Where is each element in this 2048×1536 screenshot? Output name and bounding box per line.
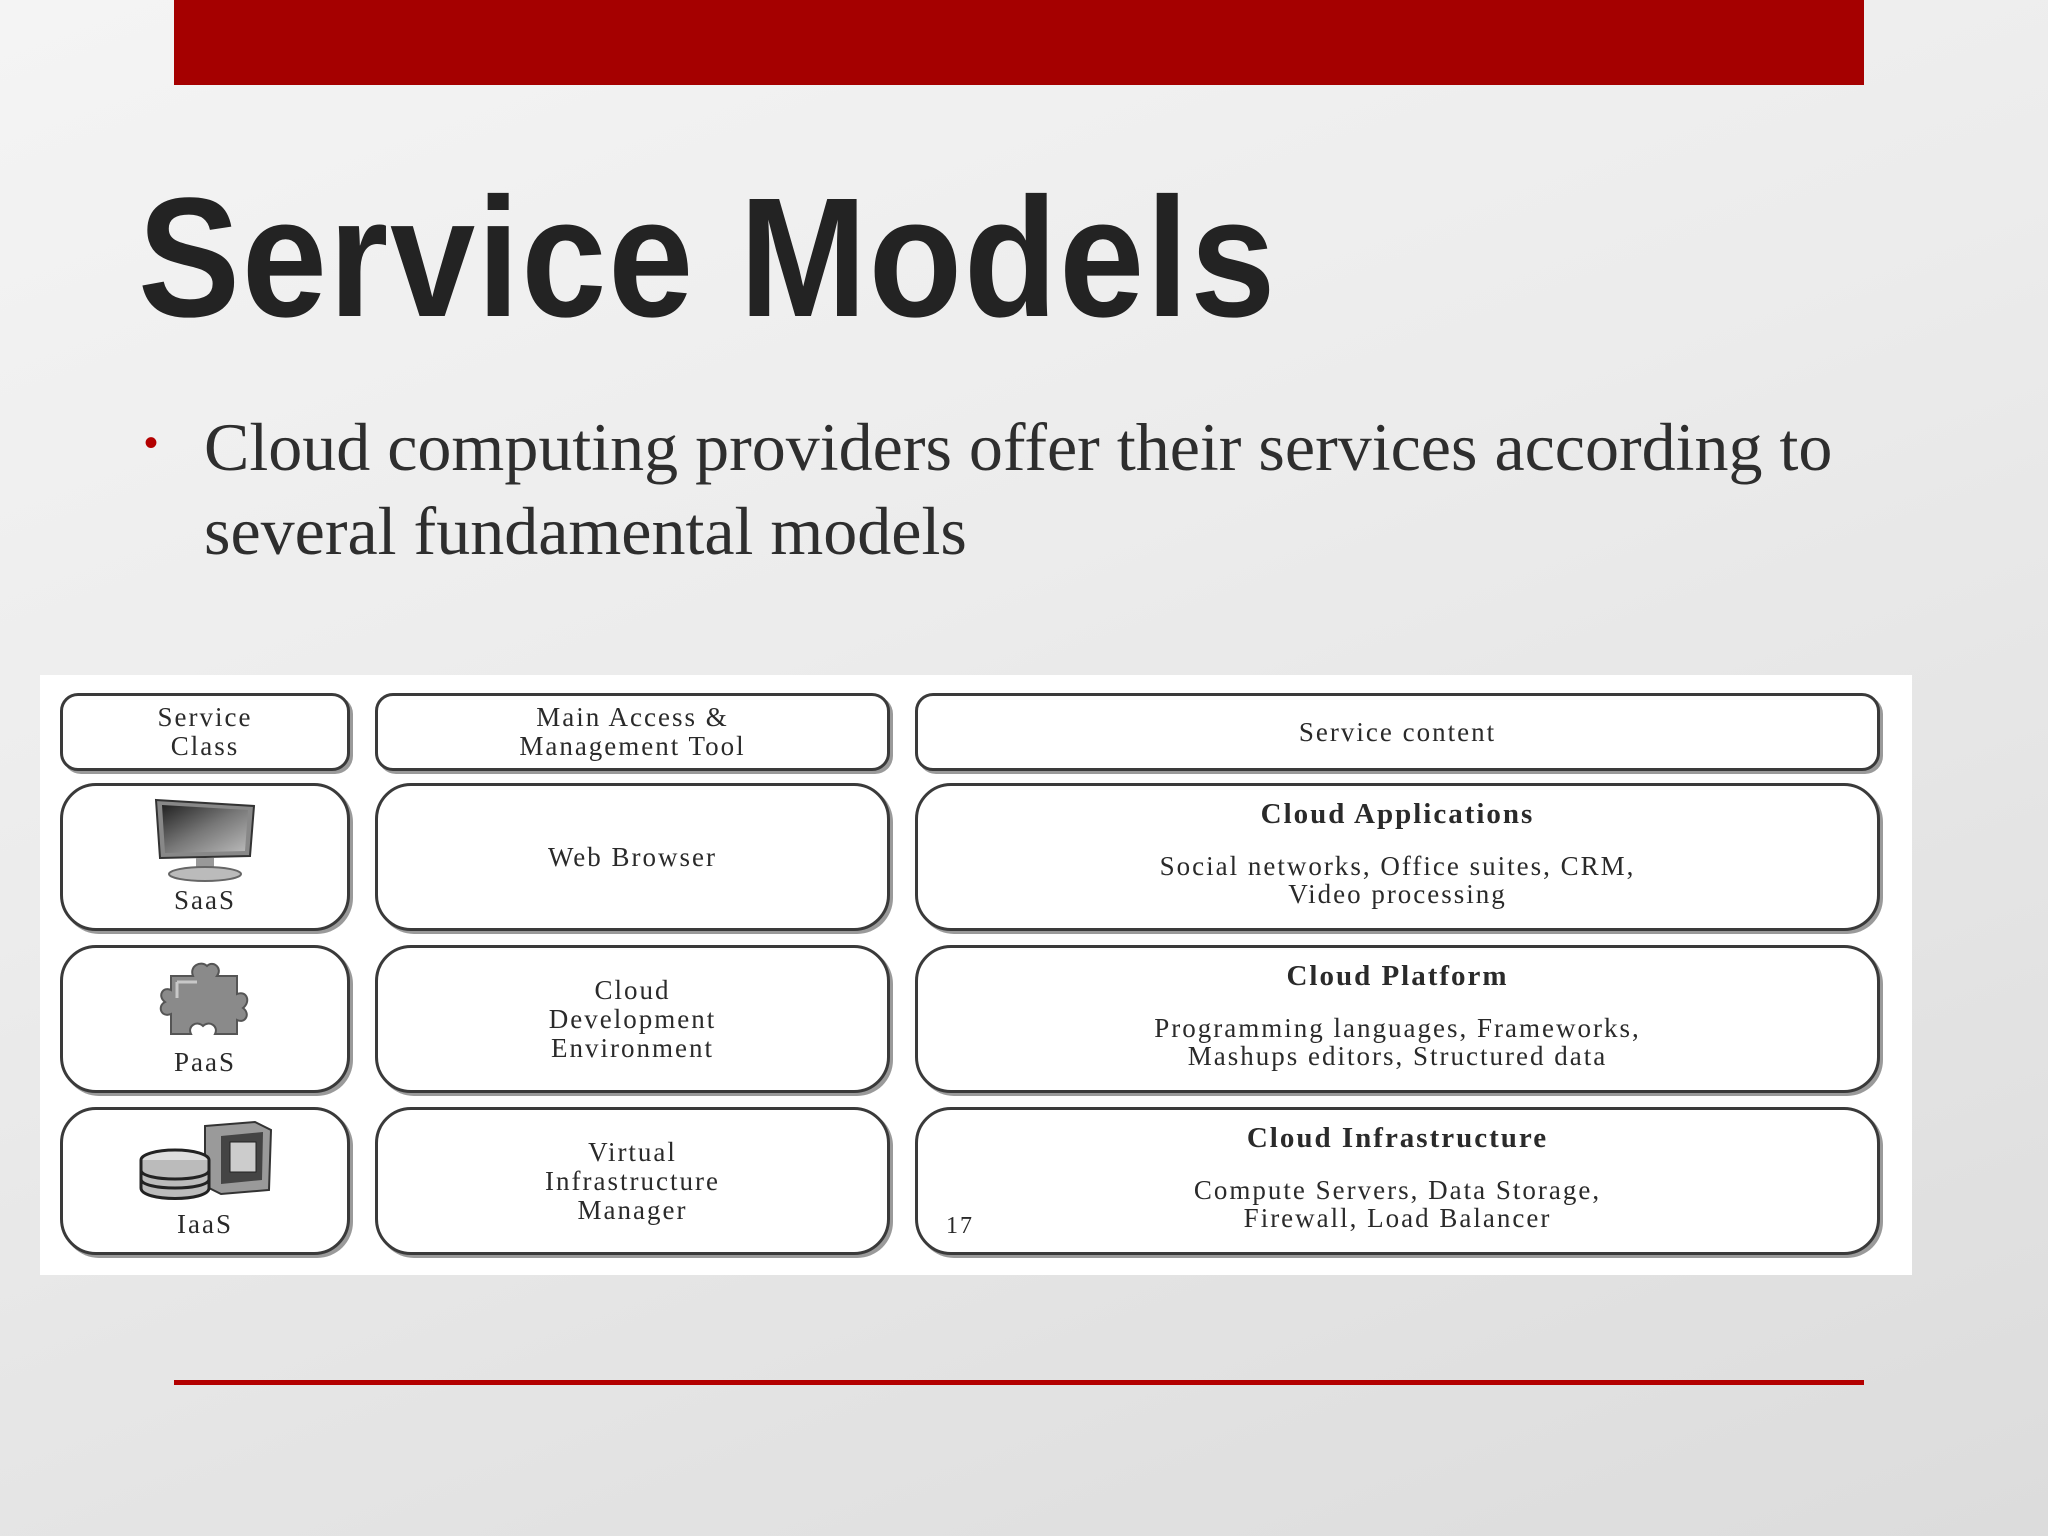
saas-tool-label: Web Browser <box>547 841 718 872</box>
service-models-figure <box>40 675 1912 1275</box>
bullet-dot-icon: • <box>144 421 159 465</box>
paas-tool-label: Cloud Development Environment <box>548 974 717 1063</box>
server-storage-icon <box>135 1120 275 1210</box>
iaas-tool-cell <box>375 1107 890 1255</box>
paas-content-title: Cloud Platform <box>1286 960 1509 992</box>
header-access-tool <box>375 693 890 771</box>
paas-content-cell <box>915 945 1880 1093</box>
paas-content-desc: Programming languages, Frameworks, Mashups editors, Structured data <box>1154 1013 1641 1071</box>
saas-content-cell <box>915 783 1880 931</box>
header-service-class <box>60 693 350 771</box>
monitor-icon <box>150 796 260 882</box>
header-service-class-label: Service Class <box>157 702 253 761</box>
saas-tool-cell <box>375 783 890 931</box>
saas-label: SaaS <box>174 885 236 915</box>
iaas-class-cell <box>60 1107 350 1255</box>
bullet-item <box>144 405 1884 573</box>
paas-class-cell <box>60 945 350 1093</box>
paas-tool-cell <box>375 945 890 1093</box>
iaas-content-title: Cloud Infrastructure <box>1246 1122 1549 1154</box>
puzzle-piece-icon <box>157 958 253 1038</box>
header-accent-bar <box>174 0 1864 85</box>
header-access-tool-label: Main Access & Management Tool <box>519 702 746 761</box>
slide-title: Service Models <box>138 163 1278 353</box>
saas-class-cell <box>60 783 350 931</box>
iaas-tool-label: Virtual Infrastructure Manager <box>545 1136 720 1225</box>
header-service-content <box>915 693 1880 771</box>
header-service-content-label: Service content <box>1298 716 1497 747</box>
iaas-content-desc: Compute Servers, Data Storage, Firewall, Load Balancer <box>1193 1175 1602 1233</box>
bullet-text: Cloud computing providers offer their services according to several fundamental models <box>204 409 1833 569</box>
iaas-label: IaaS <box>177 1209 233 1239</box>
figure-page-number: 17 <box>946 1213 974 1239</box>
iaas-content-cell <box>915 1107 1880 1255</box>
saas-content-title: Cloud Applications <box>1260 798 1535 830</box>
footer-accent-line <box>174 1380 1864 1385</box>
saas-content-desc: Social networks, Office suites, CRM, Video processing <box>1159 851 1636 909</box>
paas-label: PaaS <box>174 1047 236 1077</box>
